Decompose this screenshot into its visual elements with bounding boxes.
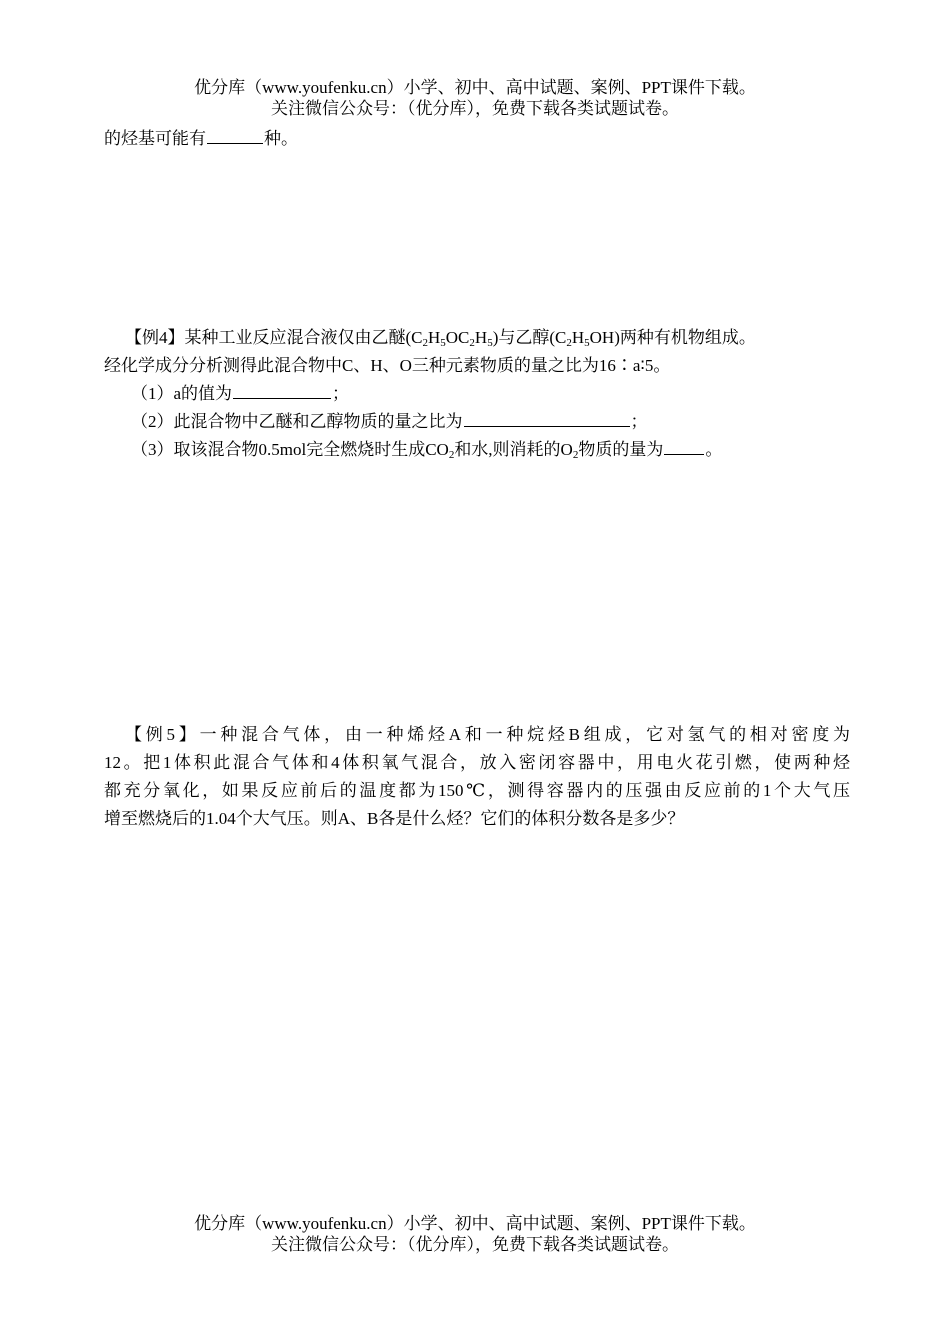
q3-sub-2: 2 [572,449,579,461]
header-line-1: 优分库（www.youfenku.cn）小学、初中、高中试题、案例、PPT课件下载。 [194,78,756,97]
answer-blank-q1[interactable] [233,380,331,399]
example-4-line-2: 经化学成分分析测得此混合物中C、H、O三种元素物质的量之比为16∶a∶5。 [104,356,671,375]
tail-text-end: 种。 [264,129,298,148]
q1-text: （1）a的值为 [131,384,233,403]
ex4-text-a: 某种工业反应混合液仅由乙醚 [184,328,406,347]
example-5-line-1: 【例5】一种混合气体，由一种烯烃A和一种烷烃B组成，它对氢气的相对密度为 [125,725,850,744]
ether-formula: $(C_2H_5OC_2H_5)$ [405,328,499,349]
answer-blank-q3[interactable] [664,436,704,455]
example-5-line-3: 都充分氧化，如果反应前后的温度都为150℃，测得容器内的压强由反应前的1个大气压 [104,781,850,800]
page-header [0,77,950,119]
header-line-2: 关注微信公众号：（优分库），免费下载各类试题试卷。 [271,99,679,118]
example-4-label: 【例4】 [125,328,185,347]
example-4-question-3 [131,436,722,464]
q3-text-b: 和水,则消耗的O [454,440,573,459]
q3-text-a: （3）取该混合物0.5mol完全燃烧时生成CO [131,440,449,459]
example-5-line-4: 增至燃烧后的1.04个大气压。则A、B各是什么烃？它们的体积分数各是多少？ [104,809,685,828]
example-5-line-2: 12。把1体积此混合气体和4体积氧气混合，放入密闭容器中，用电火花引燃，使两种烃 [104,753,850,772]
example-4-line-1 [125,324,756,352]
q3-end: 。 [705,440,723,459]
q1-end: ； [332,384,350,403]
footer-line-2: 关注微信公众号：（优分库），免费下载各类试题试卷。 [271,1235,679,1254]
page-footer [0,1213,950,1255]
answer-blank-q2[interactable] [464,408,630,427]
tail-text: 的烃基可能有 [104,129,206,148]
q3-text-c: 物质的量为 [578,440,664,459]
answer-blank[interactable] [207,125,263,144]
ex4-text-c: 两种有机物组成。 [619,328,756,347]
q2-end: ； [630,412,648,431]
example-4-question-1 [131,380,349,408]
footer-line-1: 优分库（www.youfenku.cn）小学、初中、高中试题、案例、PPT课件下载。 [194,1214,756,1233]
ex4-text-b: 与乙醇 [498,328,550,347]
ethanol-formula: $(C_2H_5OH)$ [549,328,620,349]
previous-question-tail [104,125,298,153]
q3-sub-1: 2 [448,449,455,461]
q2-text: （2）此混合物中乙醚和乙醇物质的量之比为 [131,412,463,431]
example-4-question-2 [131,408,648,436]
